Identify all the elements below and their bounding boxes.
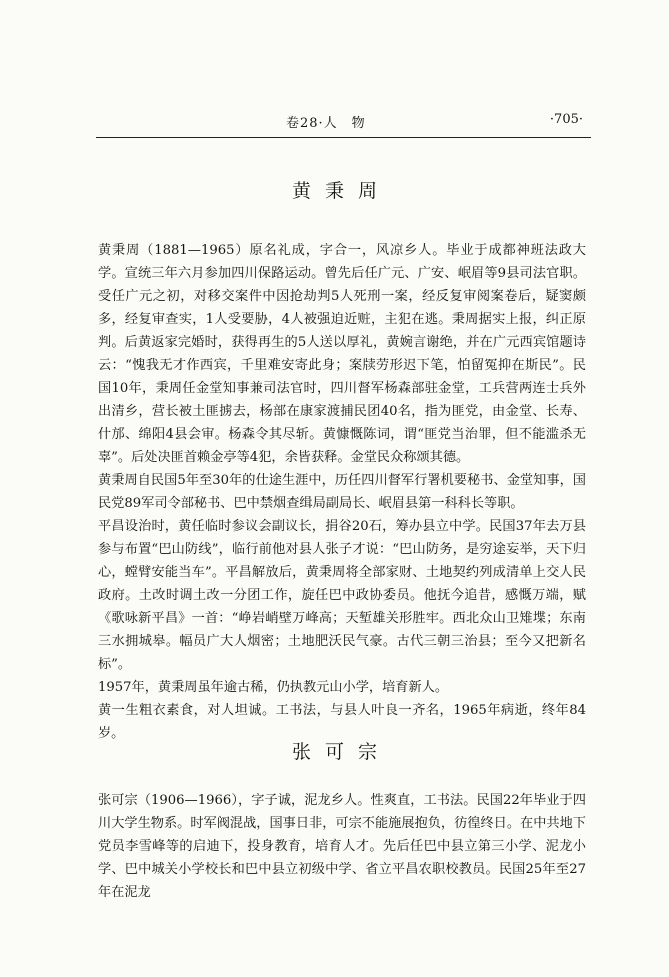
page-number: ·705· <box>549 112 583 127</box>
article-body-huang-bingzhou <box>98 239 586 745</box>
header-rule <box>96 137 591 138</box>
paragraph: 1957年，黄秉周虽年逾古稀，仍执教元山小学，培育新人。 <box>98 680 449 695</box>
header-chapter: 卷28·人 物 <box>286 116 366 131</box>
paragraph: 张可宗（1906—1966），字子诚，泥龙乡人。性爽直，工书法。民国22年毕业于四川大学生物系。时军阀混战，国事日非，可宗不能施展抱负，彷徨终日。在中共地下党员李雪峰等的启迪下，投身教育，培育人才。先后任巴中县立第三小学、泥龙小学、巴中城关小学校长和巴中县立初级中学、省立平昌农职校教员。民国25年至27年在泥龙 <box>98 793 586 900</box>
paragraph: 平昌设治时，黄任临时参议会副议长，捐谷20石，筹办县立中学。民国37年去万县参与布置“巴山防线”，临行前他对县人张子才说：“巴山防务，是穷途妄举，天下归心，螳臂安能当车”。平昌解放后，黄秉周将全部家财、土地契约列成清单上交人民政府。土改时调土改一分团工作，旋任巴中政协委员。他抚今追昔，感慨万端，赋《歌咏新平昌》一首：“峥岩峭壁万峰高；天堑雄关形胜牢。西北众山卫雉堞；东南三水拥城皋。幅员广大人烟密；土地肥沃民气豪。古代三朝三治县；至今又把新名标”。 <box>98 519 586 672</box>
article-body-zhang-kezong <box>98 789 586 904</box>
article-title-zhang-kezong: 张可宗 <box>291 741 391 763</box>
article-title-huang-bingzhou: 黄秉周 <box>291 180 391 202</box>
paragraph: 黄秉周自民国5年至30年的仕途生涯中，历任四川督军行署机要秘书、金堂知事，国民党89军司令部秘书、巴中禁烟查缉局副局长、岷眉县第一科科长等职。 <box>98 473 586 511</box>
paragraph: 黄秉周（1881—1965）原名礼成，字合一，风凉乡人。毕业于成都神班法政大学。宣统三年六月参加四川保路运动。曾先后任广元、广安、岷眉等9县司法官职。受任广元之初，对移交案件中因抢劫判5人死刑一案，经反复审阅案卷后，疑窦颇多，经复审查实，1人受要胁，4人被强迫近赃，主犯在逃。秉周据实上报，纠正原判。后黄返家完婚时，获得再生的5人送以厚礼，黄婉言谢绝，并在广元西宾馆题诗云：“愧我无才作西宾，千里难安寄此身；案牍劳形迟下笔，怕留冤抑在斯民”。民国10年，秉周任金堂知事兼司法官时，四川督军杨森部驻金堂，工兵营两连士兵外出清乡，营长被土匪掳去，杨部在康家渡捕民团40名，指为匪党，由金堂、长寿、什邡、绵阳4县会审。杨森令其尽斩。黄慷慨陈词，谓“匪党当治罪，但不能滥杀无辜”。后处决匪首赖金亭等4犯，余皆获释。金堂民众称颂其德。 <box>98 243 586 465</box>
paragraph: 黄一生粗衣素食，对人坦诚。工书法，与县人叶良一齐名，1965年病逝，终年84岁。 <box>98 703 586 741</box>
running-header <box>96 112 591 132</box>
